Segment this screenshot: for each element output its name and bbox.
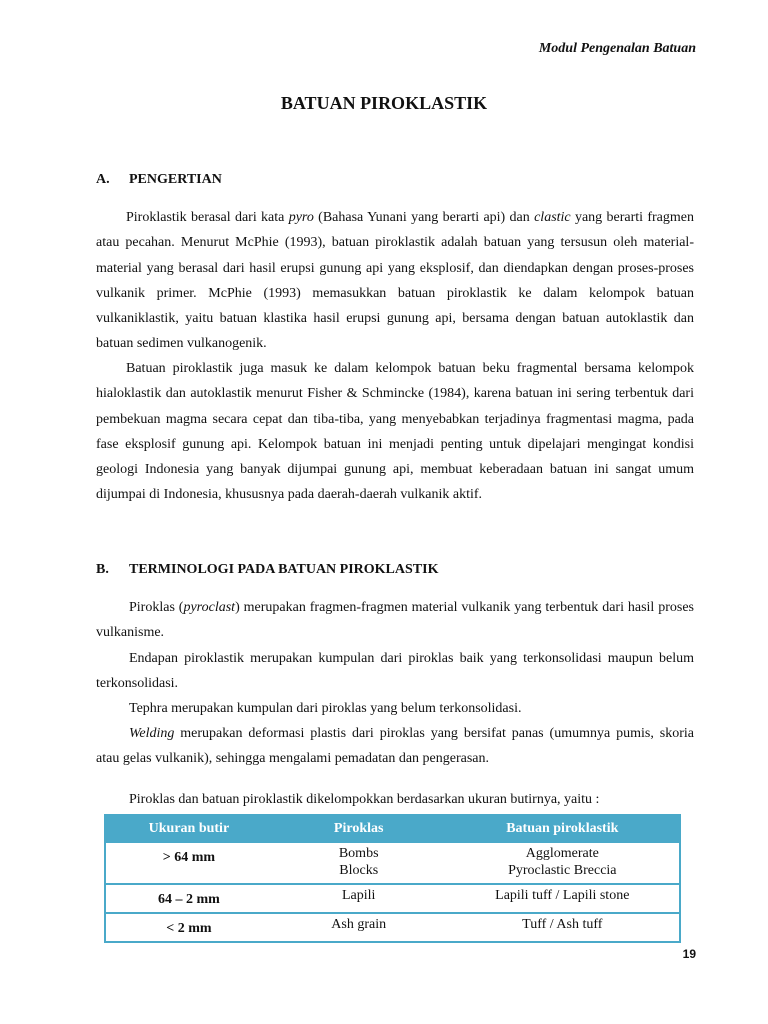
cell-batuan (446, 884, 680, 913)
section-b-paragraph-5: Piroklas dan batuan piroklastik dikelompokkan berdasarkan ukuran butirnya, yaitu : (129, 792, 600, 807)
cell-batuan (446, 913, 680, 942)
cell-line: Blocks (339, 863, 379, 878)
cell-line: Bombs (338, 846, 379, 861)
section-a-number: A. (96, 172, 110, 187)
running-header: Modul Pengenalan Batuan (538, 41, 696, 56)
grain-size-table (104, 814, 681, 943)
italic-term: pyroclast (183, 600, 236, 615)
cell-line: Ash grain (331, 917, 387, 932)
section-b-heading (96, 562, 438, 578)
cell-piroklas (272, 884, 446, 913)
cell-line: Pyroclastic Breccia (508, 863, 617, 878)
cell-piroklas (272, 913, 446, 942)
column-header: Piroklas (272, 815, 446, 842)
text-run: merupakan deformasi plastis dari piroklas yang bersifat panas (umumnya pumis, skoria atau gelas vulkanik), sehingga mengalami pemadatan dan pengerasan. (96, 726, 694, 767)
table-row (105, 913, 680, 942)
table-header-row (105, 815, 680, 842)
cell-line: Agglomerate (525, 846, 599, 861)
section-a-paragraph-2: Batuan piroklastik juga masuk ke dalam kelompok batuan beku fragmental bersama kelompok hialoklastik dan autoklastik menurut Fisher & Schmincke (1984), karena batuan ini sering terbentuk dari pembekuan magma secara cepat dan tiba-tiba, yang menyebabkan terjadinya fragmentasi magma, pada fase eksplosif gunung api. Kelompok batuan ini menjadi penting untuk dipelajari mengingat kondisi geologi Indonesia yang banyak dijumpai gunung api, membuat keberadaan batuan ini sangat umum dijumpai di Indonesia, khususnya pada daerah-daerah vulkanik aktif. (96, 361, 694, 503)
cell-line: Tuff / Ash tuff (522, 917, 603, 932)
cell-line: Lapili (341, 888, 376, 903)
text-run: Piroklastik berasal dari kata (126, 210, 289, 225)
section-a-paragraph-1 (96, 205, 694, 357)
cell-piroklas (272, 842, 446, 884)
page-number: 19 (682, 947, 696, 961)
section-a-title: PENGERTIAN (129, 172, 222, 187)
text-run: yang berarti fragmen atau pecahan. Menurut McPhie (1993), batuan piroklastik adalah batuan yang tersusun oleh material-material yang berasal dari hasil erupsi gunung api yang eksplosif, dan diendapkan dengan proses-proses vulkanik primer. McPhie (1993) memasukkan batuan piroklastik ke dalam kelompok batuan vulkaniklastik, yaitu batuan klastika hasil erupsi gunung api, bersama dengan batuan autoklastik dan batuan sedimen vulkanogenik. (96, 210, 694, 352)
text-run: ) merupakan fragmen-fragmen material vulkanik yang terbentuk dari hasil proses vulkanisme. (96, 600, 694, 641)
table-row (105, 884, 680, 913)
italic-term: clastic (534, 210, 571, 225)
italic-term: Welding (129, 726, 175, 741)
column-header: Batuan piroklastik (446, 815, 680, 842)
cell-grain-size: > 64 mm (105, 842, 272, 884)
section-b-paragraph-1 (96, 595, 694, 646)
cell-batuan (446, 842, 680, 884)
section-b-paragraph-2: Endapan piroklastik merupakan kumpulan dari piroklas baik yang terkonsolidasi maupun belum terkonsolidasi. (96, 651, 694, 692)
section-b-number: B. (96, 562, 109, 577)
section-b-paragraph-3: Tephra merupakan kumpulan dari piroklas yang belum terkonsolidasi. (129, 701, 522, 716)
table-row (105, 842, 680, 884)
cell-grain-size: 64 – 2 mm (105, 884, 272, 913)
cell-grain-size: < 2 mm (105, 913, 272, 942)
column-header: Ukuran butir (105, 815, 272, 842)
cell-line: Lapili tuff / Lapili stone (495, 888, 630, 903)
page-title: BATUAN PIROKLASTIK (280, 93, 488, 113)
text-run: (Bahasa Yunani yang berarti api) dan (313, 210, 535, 225)
section-a-heading (96, 172, 222, 188)
text-run: Piroklas ( (129, 600, 184, 615)
section-b-title: TERMINOLOGI PADA BATUAN PIROKLASTIK (129, 562, 439, 577)
section-b-paragraph-4 (96, 721, 694, 772)
italic-term: pyro (288, 210, 314, 225)
